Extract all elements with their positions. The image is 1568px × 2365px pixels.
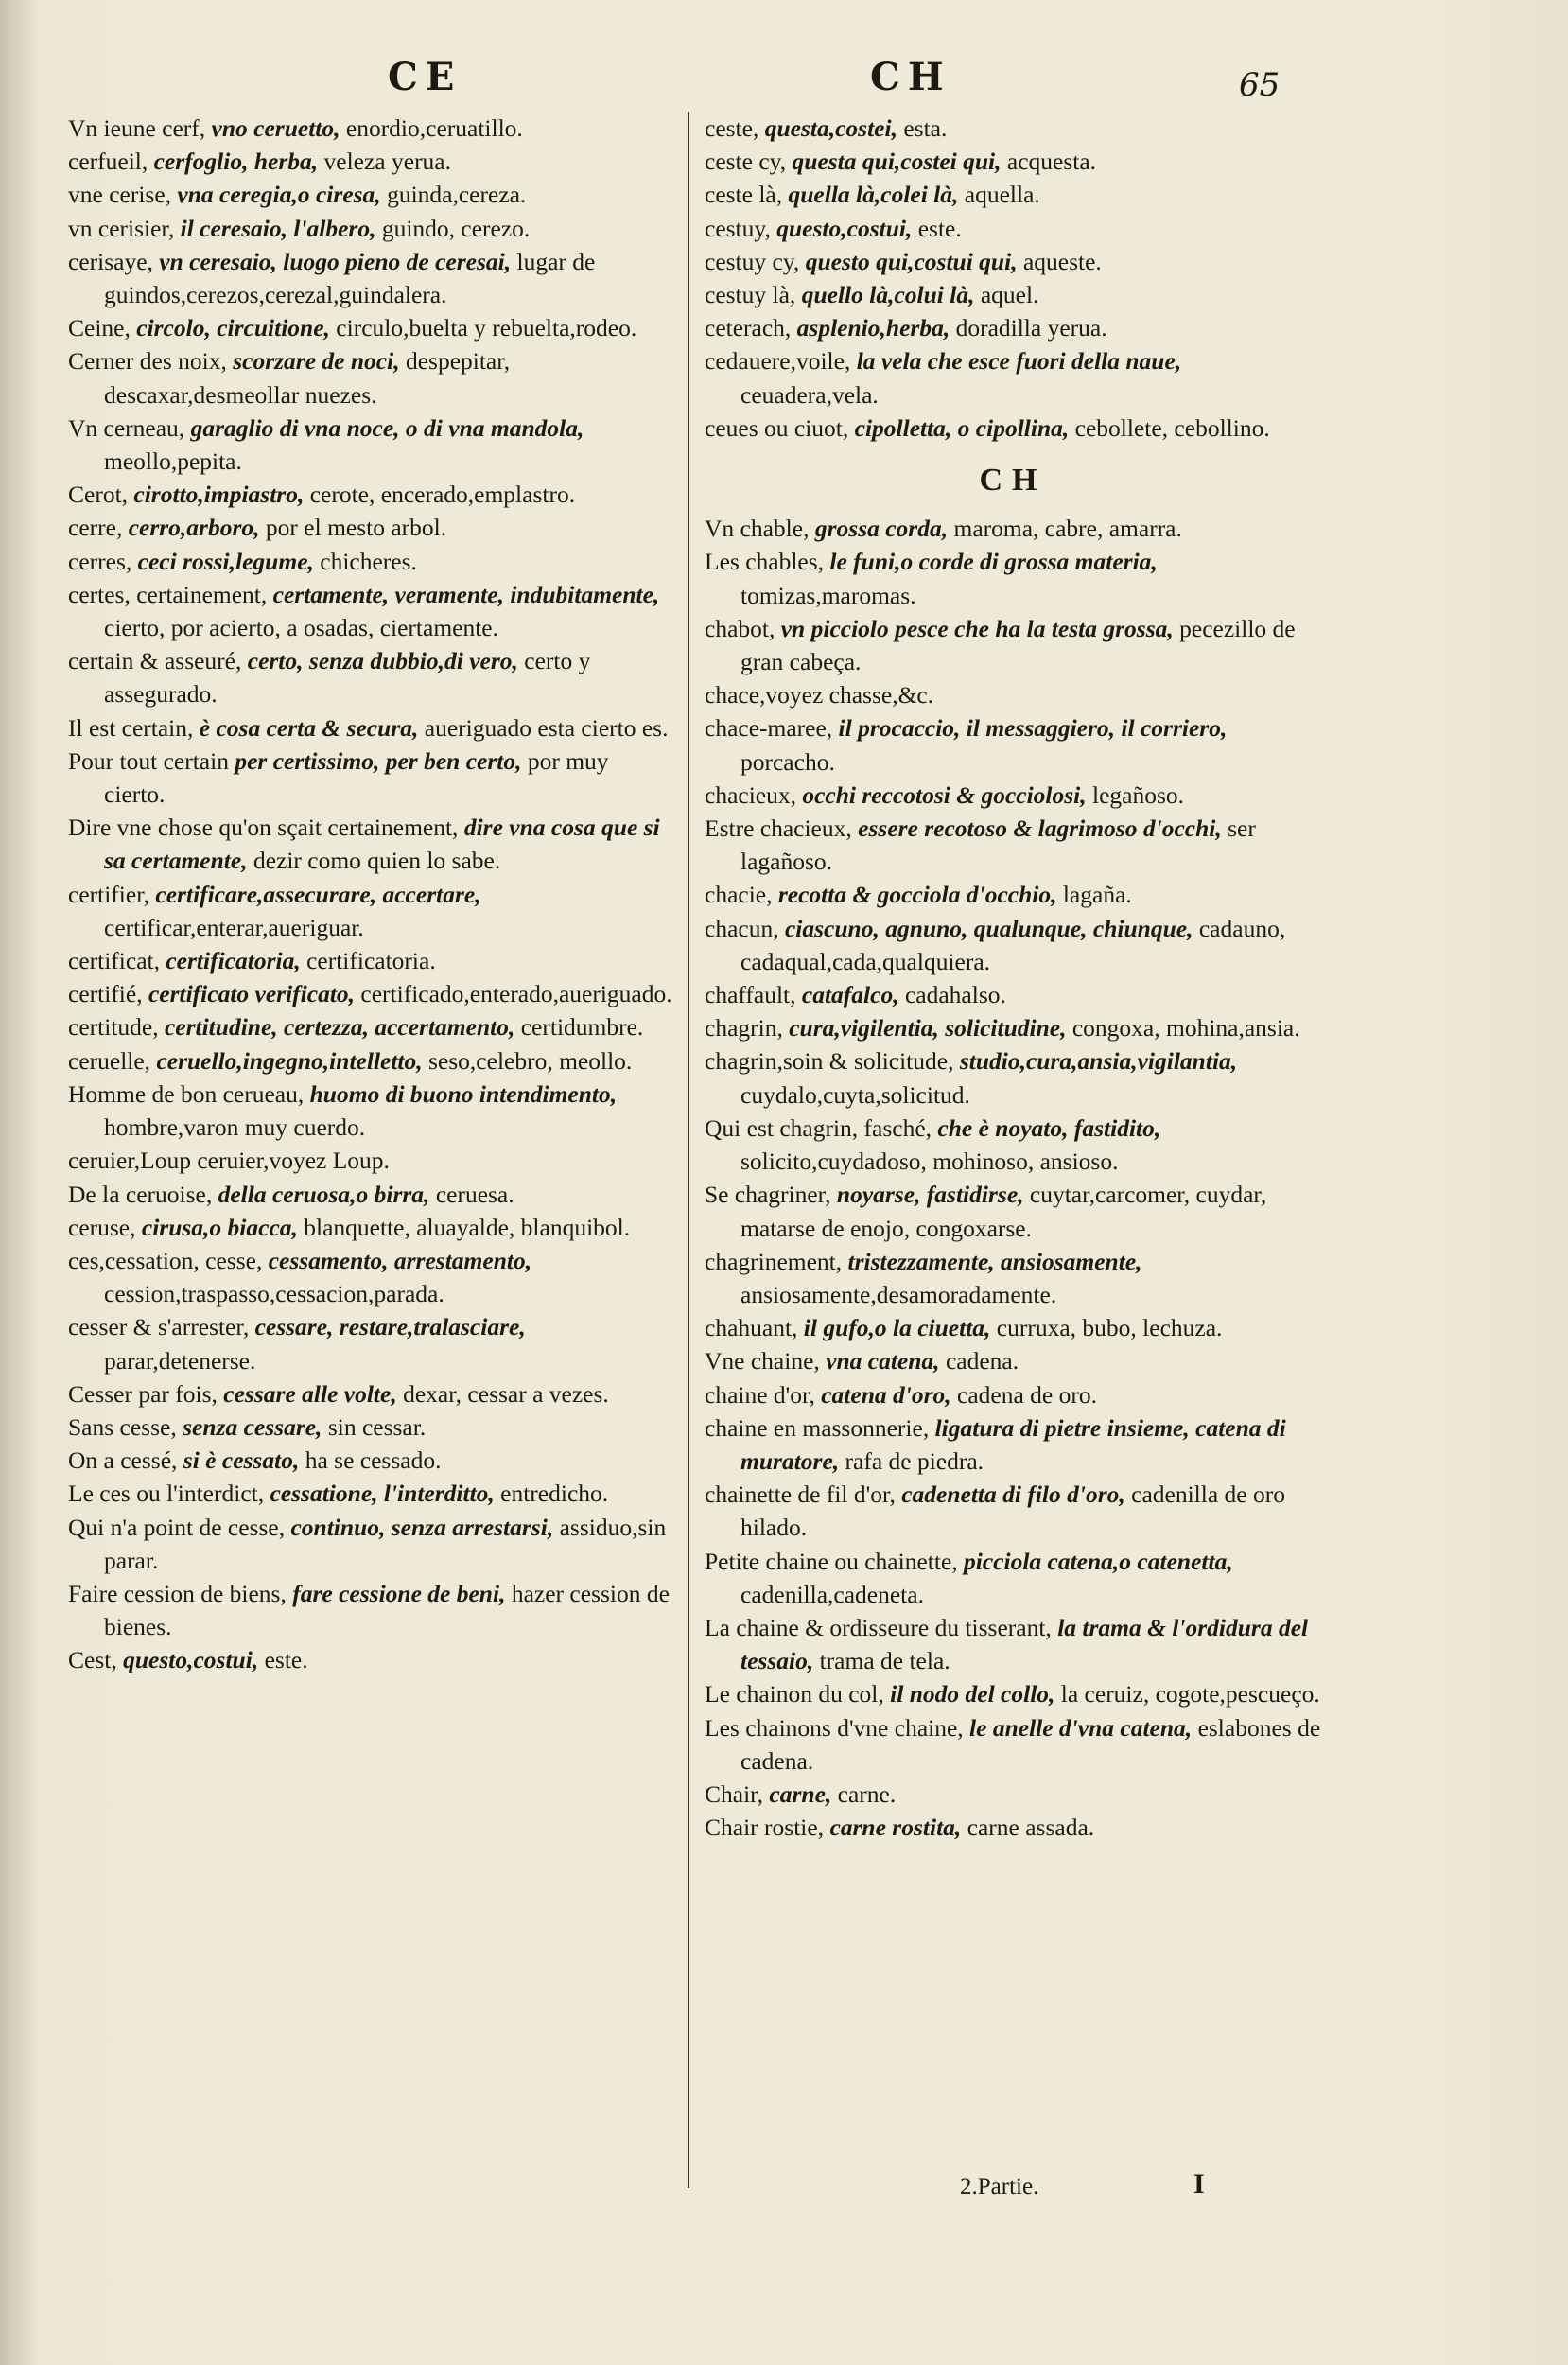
italian-gloss: fare cessione de beni, [292,1579,506,1607]
dictionary-entry [705,1611,1321,1677]
french-term: Dire vne chose qu'on sçait certainement, [68,814,459,842]
spanish-gloss: cebollete, cebollino. [1074,413,1270,442]
spanish-gloss: meollo,pepita. [104,447,242,476]
italian-gloss: è cosa certa & secura, [199,713,419,742]
italian-gloss: ciascuno, agnuno, qualunque, chiunque, [784,914,1193,942]
spanish-gloss: cadenilla,cadeneta. [740,1580,924,1608]
spanish-gloss: certo y assegurado. [104,647,591,709]
french-term: chacun, [705,914,779,942]
spanish-gloss: legañoso. [1092,780,1185,809]
spanish-gloss: lugar de guindos,cerezos,cerezal,guindalera. [104,247,596,309]
dictionary-entry [705,1545,1321,1611]
dictionary-entry [68,412,673,478]
spanish-gloss: certificado,enterado,aueriguado. [360,980,672,1008]
french-term: ces,cessation, cesse, [68,1246,263,1274]
italian-gloss: il nodo del collo, [890,1680,1055,1708]
spanish-gloss: veleza yerua. [323,148,452,176]
dictionary-entry [705,178,1321,211]
french-term: chace,voyez chasse,&c. [705,681,934,710]
dictionary-entry [68,1144,673,1177]
spanish-gloss: cadahalso. [904,981,1006,1009]
dictionary-entry [68,1244,673,1310]
spanish-gloss: pecezillo de gran cabeça. [740,614,1296,676]
spanish-gloss: cession,traspasso,cessacion,parada. [104,1280,444,1308]
spanish-gloss: esta. [903,114,948,142]
french-term: ceste là, [705,181,783,209]
dictionary-entry [68,644,673,710]
dictionary-entry [705,779,1321,812]
dictionary-entry [705,212,1321,245]
french-term: Petite chaine ou chainette, [705,1547,958,1575]
italian-gloss: certificato verificato, [148,980,356,1008]
italian-gloss: vna catena, [826,1347,940,1375]
french-term: Homme de bon cerueau, [68,1079,305,1108]
french-term: Qui est chagrin, fasché, [705,1113,932,1142]
french-term: cestuy cy, [705,247,800,275]
spanish-gloss: guinda,cereza. [387,181,527,209]
french-term: Chair rostie, [705,1813,825,1842]
spanish-gloss: ansiosamente,desamoradamente. [740,1280,1057,1308]
dictionary-entry [68,145,673,178]
italian-gloss: che è noyato, fastidito, [937,1113,1161,1142]
french-term: Le ces ou l'interdict, [68,1480,265,1508]
spanish-gloss: cadenilla de oro hilado. [740,1480,1285,1542]
page-number: 65 [1239,66,1281,104]
french-term: cerres, [68,547,132,575]
italian-gloss: si è cessato, [183,1446,300,1475]
italian-gloss: questo qui,costui qui, [805,247,1018,275]
dictionary-entry [68,711,673,745]
french-term: Ceine, [68,314,131,342]
dictionary-entry [705,245,1321,278]
spanish-gloss: este. [264,1646,308,1674]
spanish-gloss: entredicho. [500,1480,609,1508]
french-term: Vne chaine, [705,1347,820,1375]
dictionary-entry [705,112,1321,145]
italian-gloss: il gufo,o la ciuetta, [803,1314,991,1342]
spanish-gloss: ha se cessado. [305,1446,442,1475]
gathering-mark: I [1193,2168,1205,2199]
spanish-gloss: ceruesa. [435,1180,514,1208]
spanish-gloss: cuydalo,cuyta,solicitud. [740,1080,970,1109]
french-term: chabot, [705,614,775,642]
spanish-gloss: aqueste. [1022,247,1102,275]
dictionary-entry [68,1444,673,1477]
french-term: Vn ieune cerf, [68,114,206,142]
dictionary-entry [68,745,673,811]
french-term: ceruelle, [68,1046,151,1075]
italian-gloss: cura,vigilentia, solicitudine, [789,1014,1067,1042]
dictionary-entry [68,1577,673,1643]
italian-gloss: ceci rossi,legume, [137,547,314,575]
spanish-gloss: ser lagañoso. [740,815,1256,876]
french-term: ceste cy, [705,148,787,176]
dictionary-entry [68,977,673,1010]
french-term: cerfueil, [68,148,148,176]
dictionary-entry [68,1178,673,1211]
italian-gloss: vn picciolo pesce che ha la testa grossa, [780,614,1174,642]
signature-mark: 2.Partie. [960,2174,1039,2199]
italian-gloss: la vela che esce fuori della naue, [856,347,1182,376]
dictionary-entry [68,1077,673,1144]
italian-gloss: grossa corda, [814,515,949,543]
dictionary-entry [68,878,673,944]
french-term: Cerot, [68,481,129,509]
dictionary-entry [68,1310,673,1376]
french-term: cedauere,voile, [705,347,851,376]
italian-gloss: il procaccio, il messaggiero, il corriero, [838,714,1228,743]
italian-gloss: cadenetta di filo d'oro, [901,1480,1125,1509]
italian-gloss: la trama & l'ordidura del tessaio, [740,1613,1309,1675]
spanish-gloss: cadena. [945,1347,1019,1375]
french-term: Vn cerneau, [68,413,185,442]
italian-gloss: catena d'oro, [821,1380,951,1409]
spanish-gloss: congoxa, mohina,ansia. [1071,1014,1300,1042]
italian-gloss: carne rostita, [829,1813,962,1842]
italian-gloss: cessare alle volte, [223,1379,397,1408]
italian-gloss: scorzare de noci, [233,347,400,376]
french-term: Faire cession de biens, [68,1579,287,1607]
dictionary-entry [68,1377,673,1410]
italian-gloss: picciola catena,o catenetta, [964,1547,1233,1575]
spanish-gloss: acquesta. [1006,148,1097,176]
dictionary-entry [68,545,673,578]
italian-gloss: essere recotoso & lagrimoso d'occhi, [858,815,1222,843]
spanish-gloss: certidumbre. [520,1013,644,1042]
spanish-gloss: rafa de piedra. [845,1446,984,1475]
italian-gloss: tristezzamente, ansiosamente, [847,1247,1142,1275]
spanish-gloss: carne. [837,1779,897,1808]
french-term: vne cerise, [68,181,172,209]
french-term: chagrinement, [705,1247,843,1275]
spanish-gloss: la ceruiz, cogote,pescueço. [1060,1680,1320,1708]
spanish-gloss: despepitar, descaxar,desmeollar nuezes. [104,347,511,409]
dictionary-entry [705,1478,1321,1544]
italian-gloss: per certissimo, per ben certo, [235,746,522,775]
spanish-gloss: parar,detenerse. [104,1346,256,1375]
italian-gloss: catafalco, [801,981,899,1009]
dictionary-entry [705,1311,1321,1344]
italian-gloss: senza cessare, [183,1412,322,1441]
dictionary-entry [705,812,1321,878]
dictionary-entry [68,344,673,411]
spanish-gloss: solicito,cuydadoso, mohinoso, ansioso. [740,1147,1119,1176]
italian-gloss: cessare, restare,tralasciare, [254,1313,526,1341]
french-term: certain & asseuré, [68,647,242,675]
spanish-gloss: aquella. [964,181,1040,209]
dictionary-entry [705,1677,1321,1710]
dictionary-entry [705,878,1321,911]
italian-gloss: occhi reccotosi & gocciolosi, [802,780,1087,809]
italian-gloss: certificatoria, [166,947,301,975]
italian-gloss: vn ceresaio, luogo pieno de ceresai, [159,247,512,275]
spanish-gloss: certificar,enterar,aueriguar. [104,913,364,941]
dictionary-entry [68,112,673,145]
french-term: cestuy, [705,214,771,242]
dictionary-entry [705,1411,1321,1478]
italian-gloss: certo, senza dubbio,di vero, [247,647,518,675]
italian-gloss: noyarse, fastidirse, [836,1181,1024,1209]
spanish-gloss: trama de tela. [819,1647,950,1675]
dictionary-entry [68,1410,673,1444]
italian-gloss: cirotto,impiastro, [133,481,305,509]
dictionary-entry [705,1378,1321,1411]
italian-gloss: certitudine, certezza, accertamento, [164,1013,515,1042]
french-term: Cest, [68,1646,117,1674]
dictionary-entry [705,412,1321,445]
spanish-gloss: enordio,ceruatillo. [345,114,523,142]
dictionary-entry [68,178,673,211]
dictionary-entry [705,1011,1321,1044]
running-head-left: CE [388,55,462,99]
french-term: Le chainon du col, [705,1680,884,1708]
italian-gloss: le funi,o corde di grossa materia, [829,548,1158,576]
spanish-gloss: hombre,varon muy cuerdo. [104,1113,366,1142]
italian-gloss: continuo, senza arrestarsi, [290,1513,554,1541]
french-term: chaine en massonnerie, [705,1413,930,1442]
dictionary-entry [68,1211,673,1244]
spanish-gloss: seso,celebro, meollo. [428,1046,633,1075]
french-term: Estre chacieux, [705,815,852,843]
spanish-gloss: cerote, encerado,emplastro. [309,481,576,509]
french-term: ceruier,Loup ceruier,voyez Loup. [68,1147,390,1175]
dictionary-entry [705,1178,1321,1244]
french-term: certifier, [68,880,150,908]
italian-gloss: garaglio di vna noce, o di vna mandola, [190,413,584,442]
italian-gloss: huomo di buono intendimento, [309,1079,618,1108]
italian-gloss: vno ceruetto, [211,114,340,142]
italian-gloss: questo,costui, [123,1646,259,1674]
french-term: Qui n'a point de cesse, [68,1513,286,1541]
spanish-gloss: chicheres. [320,547,417,575]
french-term: cerisaye, [68,247,153,275]
french-term: chacie, [705,881,773,909]
french-term: ceruse, [68,1213,136,1241]
right-column-top-entries [705,112,1321,445]
section-heading: CH [979,463,1047,499]
french-term: cestuy là, [705,281,796,309]
italian-gloss: dire vna cosa que si sa certamente, [104,814,660,875]
italian-gloss: vna ceregia,o ciresa, [177,181,381,209]
french-term: chace-maree, [705,714,833,743]
italian-gloss: quella là,colei là, [788,181,959,209]
spanish-gloss: dexar, cessar a vezes. [403,1379,609,1408]
spanish-gloss: tomizas,maromas. [740,581,916,609]
italian-gloss: cerro,arboro, [128,514,260,542]
spanish-gloss: por el mesto arbol. [265,514,447,542]
spanish-gloss: lagaña. [1062,881,1132,909]
french-term: cerre, [68,514,123,542]
italian-gloss: recotta & gocciola d'occhio, [777,881,1057,909]
dictionary-entry [68,1044,673,1077]
spanish-gloss: ceuadera,vela. [740,380,879,409]
dictionary-entry [705,678,1321,711]
dictionary-entry [705,711,1321,778]
french-term: Cesser par fois, [68,1379,218,1408]
french-term: Cerner des noix, [68,347,227,376]
spanish-gloss: cuytar,carcomer, cuydar, matarse de enojo, congoxarse. [740,1181,1267,1242]
italian-gloss: carne, [769,1779,832,1808]
spanish-gloss: circulo,buelta y rebuelta,rodeo. [336,314,637,342]
dictionary-entry [705,311,1321,344]
italian-gloss: questa,costei, [764,114,897,142]
dictionary-entry [705,1044,1321,1111]
italian-gloss: cirusa,o biacca, [141,1213,298,1241]
dictionary-entry [68,1511,673,1577]
spanish-gloss: maroma, cabre, amarra. [953,515,1182,543]
dictionary-entry [68,245,673,311]
french-term: De la ceruoise, [68,1180,213,1208]
right-column-ch-entries [705,512,1321,1844]
dictionary-entry [68,511,673,544]
french-term: Les chainons d'vne chaine, [705,1713,964,1742]
french-term: ceues ou ciuot, [705,413,849,442]
french-term: Chair, [705,1779,764,1808]
french-term: Les chables, [705,548,825,576]
dictionary-entry [68,811,673,877]
dictionary-entry [68,212,673,245]
italian-gloss: studio,cura,ansia,vigilantia, [959,1047,1238,1076]
french-term: Vn chable, [705,515,810,543]
italian-gloss: le anelle d'vna catena, [969,1713,1193,1742]
italian-gloss: ceruello,ingegno,intelletto, [156,1046,423,1075]
italian-gloss: asplenio,herba, [796,314,950,342]
italian-gloss: quello là,colui là, [801,281,975,309]
spanish-gloss: aquel. [980,281,1039,309]
french-term: certificat, [68,947,160,975]
spanish-gloss: doradilla yerua. [955,314,1107,342]
italian-gloss: questa qui,costei qui, [792,148,1002,176]
dictionary-entry [705,1112,1321,1178]
spanish-gloss: assiduo,sin parar. [104,1513,667,1574]
french-term: vn cerisier, [68,214,175,242]
italian-gloss: della ceruosa,o birra, [218,1180,430,1208]
dictionary-entry [705,344,1321,411]
italian-gloss: ligatura di pietre insieme, catena di muratore, [740,1413,1286,1475]
dictionary-entry [68,1477,673,1510]
french-term: Pour tout certain [68,746,229,775]
dictionary-entry [68,1010,673,1043]
french-term: cesser & s'arrester, [68,1313,250,1341]
left-column [68,112,673,1677]
dictionary-entry [705,978,1321,1011]
dictionary-entry [705,1778,1321,1811]
dictionary-entry [705,1344,1321,1377]
spanish-gloss: hazer cession de bienes. [104,1579,670,1641]
french-term: certifié, [68,980,143,1008]
spanish-gloss: carne assada. [967,1813,1095,1842]
right-column [705,112,1321,1844]
running-head-right: CH [870,55,951,99]
spanish-gloss: curruxa, bubo, lechuza. [996,1314,1223,1342]
dictionary-entry [705,1245,1321,1311]
italian-gloss: il ceresaio, l'albero, [180,214,376,242]
dictionary-entry [705,545,1321,611]
italian-gloss: cipolletta, o cipollina, [854,413,1070,442]
french-term: La chaine & ordisseure du tisserant, [705,1613,1052,1641]
spanish-gloss: este. [917,214,962,242]
french-term: chaine d'or, [705,1380,815,1409]
dictionary-entry [68,478,673,511]
french-term: certes, certainement, [68,580,268,608]
spanish-gloss: cadauno, cadaqual,cada,qualquiera. [740,914,1286,975]
french-term: chagrin, [705,1014,783,1042]
spanish-gloss: sin cessar. [327,1412,427,1441]
italian-gloss: certamente, veramente, indubitamente, [272,580,660,608]
italian-gloss: certificare,assecurare, accertare, [155,880,481,908]
italian-gloss: cessamento, arrestamento, [268,1246,532,1274]
dictionary-entry [705,278,1321,311]
french-term: On a cessé, [68,1446,178,1475]
french-term: ceste, [705,114,759,142]
dictionary-entry [68,944,673,977]
italian-gloss: questo,costui, [776,214,913,242]
french-term: ceterach, [705,314,792,342]
spanish-gloss: porcacho. [740,747,835,776]
spanish-gloss: eslabones de cadena. [740,1713,1321,1775]
spanish-gloss: dezir como quien lo sabe. [253,847,501,875]
french-term: Il est certain, [68,713,194,742]
dictionary-entry [68,1643,673,1676]
french-term: Se chagriner, [705,1181,831,1209]
column-rule [688,112,689,2188]
italian-gloss: cerfoglio, herba, [153,148,319,176]
french-term: chahuant, [705,1314,798,1342]
dictionary-entry [68,311,673,344]
dictionary-entry [705,512,1321,545]
dictionary-entry [705,1811,1321,1844]
spanish-gloss: certificatoria. [306,947,436,975]
french-term: Sans cesse, [68,1412,177,1441]
spanish-gloss: blanquette, aluayalde, blanquibol. [304,1213,631,1241]
dictionary-entry [705,145,1321,178]
french-term: certitude, [68,1013,159,1042]
spanish-gloss: guindo, cerezo. [381,214,531,242]
french-term: chainette de fil d'or, [705,1480,896,1509]
dictionary-entry [705,1711,1321,1778]
french-term: chacieux, [705,780,796,809]
spanish-gloss: cadena de oro. [957,1380,1097,1409]
dictionary-entry [705,912,1321,978]
spanish-gloss: aueriguado esta cierto es. [424,713,669,742]
french-term: chaffault, [705,981,796,1009]
italian-gloss: circolo, circuitione, [136,314,330,342]
spanish-gloss: cierto, por acierto, a osadas, ciertamente. [104,614,499,642]
french-term: chagrin,soin & solicitude, [705,1047,954,1076]
dictionary-entry [68,578,673,644]
dictionary-entry [705,612,1321,678]
spanish-gloss: por muy cierto. [104,746,609,809]
italian-gloss: cessatione, l'interditto, [270,1480,495,1508]
